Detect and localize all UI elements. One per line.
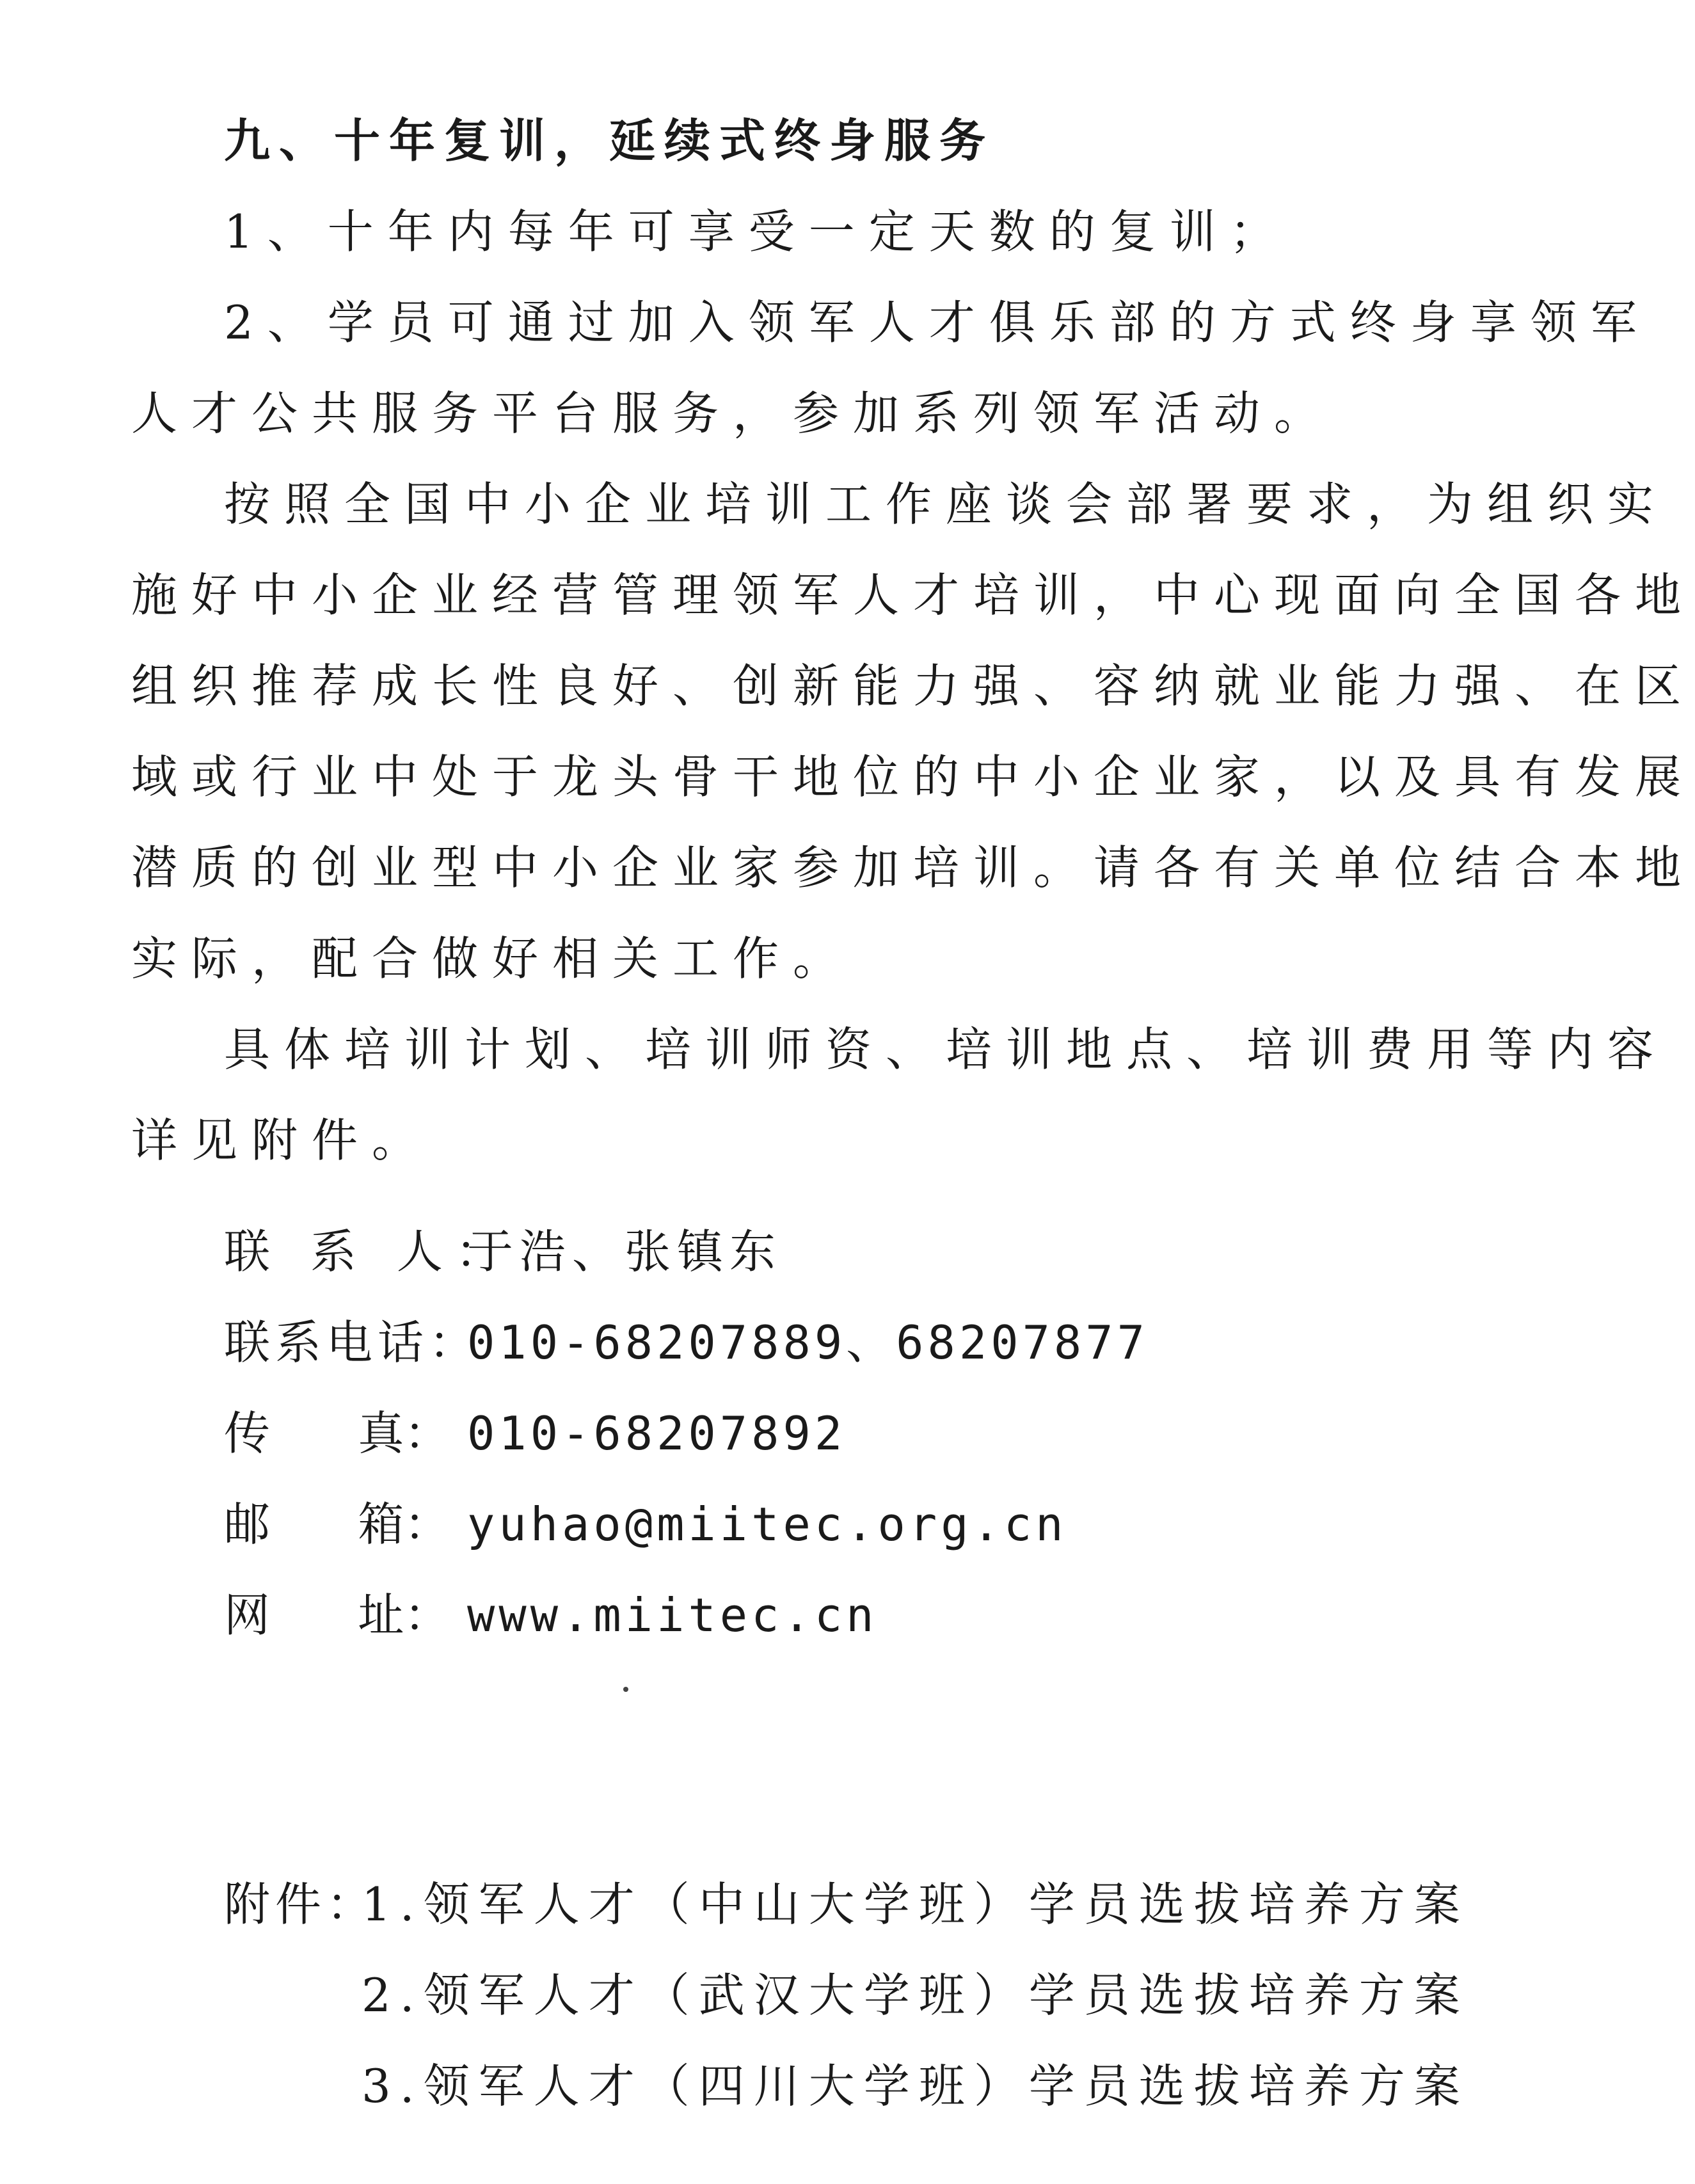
paragraph-line: 施好中小企业经营管理领军人才培训，中心现面向全国各地 [131,568,1695,622]
list-item: 2、学员可通过加入领军人才俱乐部的方式终身享领军 [224,296,1651,349]
section-heading: 九、十年复训，延续式终身服务 [224,113,995,168]
paragraph-line: 具体培训计划、培训师资、培训地点、培训费用等内容 [224,1023,1668,1076]
attachment-row [362,2058,1469,2114]
attachment-row [224,1876,1469,1933]
list-item: 1、十年内每年可享受一定天数的复训； [224,205,1290,259]
paragraph-line: 实际，配合做好相关工作。 [131,932,854,985]
contact-website-value: www.miitec.cn [467,1588,878,1642]
attachment-item: 2.领军人才（武汉大学班）学员选拔培养方案 [362,1968,1469,2022]
contact-email-value: yuhao@miitec.org.cn [467,1497,1067,1551]
contact-fax-label: 传 真： [224,1407,450,1460]
attachments-label: 附件： [224,1877,378,1931]
contact-phone-value: 010-68207889、68207877 [467,1316,1149,1369]
contact-fax-row [224,1405,846,1462]
contact-email-label: 邮 箱： [224,1497,450,1551]
contact-person-value: 于浩、张镇东 [467,1225,783,1279]
contact-website-label: 网 址： [224,1588,450,1642]
paragraph-line: 组织推荐成长性良好、创新能力强、容纳就业能力强、在区 [131,659,1695,713]
contact-phone-label: 联系电话： [224,1316,481,1369]
contact-website-row [224,1587,878,1643]
contact-person-row [224,1224,782,1280]
attachment-item: 1.领军人才（中山大学班）学员选拔培养方案 [362,1877,1469,1931]
paragraph-line: 按照全国中小企业培训工作座谈会部署要求，为组织实 [224,477,1668,531]
paragraph-line: 潜质的创业型中小企业家参加培训。请各有关单位结合本地 [131,841,1695,895]
attachment-row [362,1967,1469,2023]
contact-phone-row [224,1314,1149,1371]
contact-person-label: 联 系 人： [224,1225,514,1279]
paragraph-line: 域或行业中处于龙头骨干地位的中小企业家，以及具有发展 [131,750,1695,804]
contact-fax-value: 010-68207892 [467,1407,847,1460]
paragraph-line: 详见附件。 [131,1113,433,1167]
list-item-continued: 人才公共服务平台服务，参加系列领军活动。 [131,387,1335,440]
attachment-item: 3.领军人才（四川大学班）学员选拔培养方案 [362,2059,1469,2113]
contact-email-row [224,1496,1067,1552]
scan-speck [623,1687,628,1692]
